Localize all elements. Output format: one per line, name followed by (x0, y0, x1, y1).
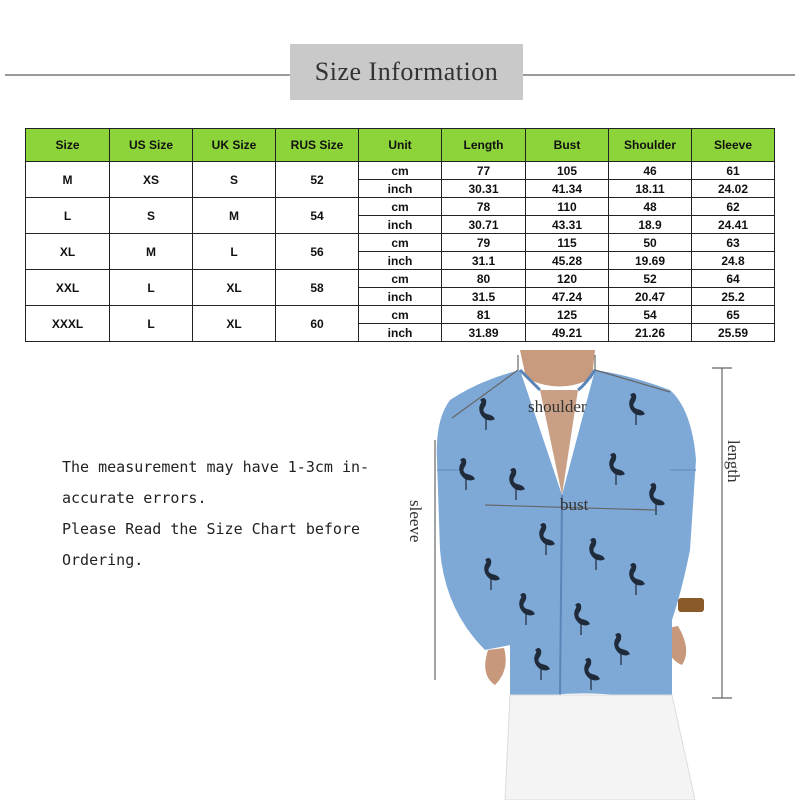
table-row (26, 198, 775, 216)
cell-length: 78 (442, 198, 526, 216)
cell-unit: cm (359, 162, 442, 180)
cell-rus-size: 58 (276, 270, 359, 306)
cell-length: 31.1 (442, 252, 526, 270)
page-title: Size Information (290, 44, 523, 100)
cell-shoulder: 50 (609, 234, 692, 252)
table-row (26, 162, 775, 180)
sleeve-label: sleeve (406, 500, 425, 543)
cell-unit: inch (359, 252, 442, 270)
cell-unit: cm (359, 306, 442, 324)
cell-sleeve: 24.8 (692, 252, 775, 270)
cell-bust: 49.21 (526, 324, 609, 342)
cell-sleeve: 64 (692, 270, 775, 288)
note-line: accurate errors. (62, 489, 207, 507)
cell-size: L (26, 198, 110, 234)
measurement-note (62, 452, 402, 576)
cell-shoulder: 21.26 (609, 324, 692, 342)
note-line: Please Read the Size Chart before (62, 520, 361, 538)
cell-shoulder: 18.11 (609, 180, 692, 198)
cell-unit: inch (359, 288, 442, 306)
note-line: The measurement may have 1-3cm in- (62, 458, 370, 476)
note-line: Ordering. (62, 551, 144, 569)
cell-unit: cm (359, 198, 442, 216)
table-row (26, 234, 775, 252)
cell-size: XL (26, 234, 110, 270)
cell-shoulder: 48 (609, 198, 692, 216)
length-label: length (724, 440, 743, 483)
cell-shoulder: 18.9 (609, 216, 692, 234)
cell-bust: 41.34 (526, 180, 609, 198)
cell-uk-size: M (193, 198, 276, 234)
cell-length: 30.31 (442, 180, 526, 198)
col-header-sleeve: Sleeve (692, 129, 775, 162)
cell-rus-size: 60 (276, 306, 359, 342)
col-header-bust: Bust (526, 129, 609, 162)
cell-us-size: S (110, 198, 193, 234)
col-header-rus-size: RUS Size (276, 129, 359, 162)
table-header-row (26, 129, 775, 162)
col-header-us-size: US Size (110, 129, 193, 162)
table-row (26, 306, 775, 324)
cell-length: 30.71 (442, 216, 526, 234)
cell-bust: 115 (526, 234, 609, 252)
cell-uk-size: XL (193, 306, 276, 342)
size-chart-table (25, 128, 775, 342)
cell-rus-size: 52 (276, 162, 359, 198)
cell-unit: cm (359, 270, 442, 288)
cell-unit: inch (359, 180, 442, 198)
cell-shoulder: 20.47 (609, 288, 692, 306)
cell-length: 77 (442, 162, 526, 180)
cell-sleeve: 25.59 (692, 324, 775, 342)
watch-icon (678, 598, 704, 612)
cell-uk-size: XL (193, 270, 276, 306)
bust-label: bust (560, 495, 589, 514)
col-header-size: Size (26, 129, 110, 162)
col-header-unit: Unit (359, 129, 442, 162)
cell-sleeve: 62 (692, 198, 775, 216)
cell-size: XXXL (26, 306, 110, 342)
cell-unit: cm (359, 234, 442, 252)
shirt-measurement-diagram (400, 350, 800, 800)
cell-shoulder: 46 (609, 162, 692, 180)
col-header-uk-size: UK Size (193, 129, 276, 162)
cell-rus-size: 56 (276, 234, 359, 270)
cell-uk-size: L (193, 234, 276, 270)
cell-rus-size: 54 (276, 198, 359, 234)
cell-size: M (26, 162, 110, 198)
cell-sleeve: 24.02 (692, 180, 775, 198)
cell-sleeve: 25.2 (692, 288, 775, 306)
cell-uk-size: S (193, 162, 276, 198)
cell-bust: 110 (526, 198, 609, 216)
cell-shoulder: 52 (609, 270, 692, 288)
cell-size: XXL (26, 270, 110, 306)
shoulder-label: shoulder (528, 397, 587, 416)
cell-us-size: L (110, 306, 193, 342)
cell-length: 31.5 (442, 288, 526, 306)
cell-us-size: XS (110, 162, 193, 198)
cell-us-size: M (110, 234, 193, 270)
cell-length: 79 (442, 234, 526, 252)
cell-unit: inch (359, 216, 442, 234)
cell-sleeve: 24.41 (692, 216, 775, 234)
cell-us-size: L (110, 270, 193, 306)
cell-length: 81 (442, 306, 526, 324)
cell-bust: 105 (526, 162, 609, 180)
cell-shoulder: 54 (609, 306, 692, 324)
cell-shoulder: 19.69 (609, 252, 692, 270)
trousers (505, 695, 695, 800)
cell-bust: 47.24 (526, 288, 609, 306)
cell-unit: inch (359, 324, 442, 342)
cell-sleeve: 61 (692, 162, 775, 180)
cell-sleeve: 65 (692, 306, 775, 324)
col-header-length: Length (442, 129, 526, 162)
cell-length: 80 (442, 270, 526, 288)
cell-bust: 120 (526, 270, 609, 288)
cell-bust: 125 (526, 306, 609, 324)
cell-bust: 43.31 (526, 216, 609, 234)
cell-length: 31.89 (442, 324, 526, 342)
cell-sleeve: 63 (692, 234, 775, 252)
table-row (26, 270, 775, 288)
title-rule-right (523, 74, 795, 76)
cell-bust: 45.28 (526, 252, 609, 270)
col-header-shoulder: Shoulder (609, 129, 692, 162)
title-rule-left (5, 74, 290, 76)
